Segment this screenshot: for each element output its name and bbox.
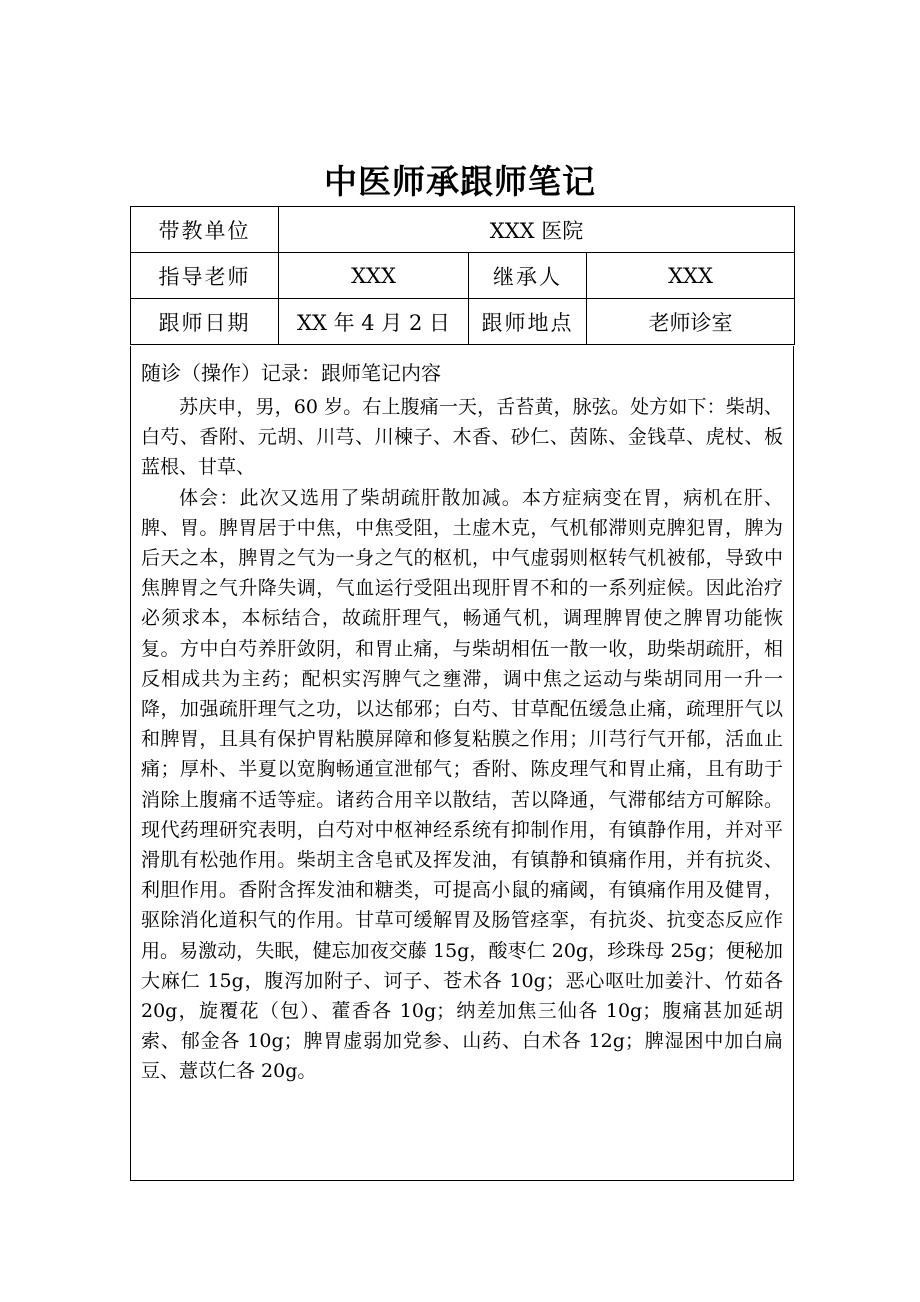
- record-paragraph-insight: 体会：此次又选用了柴胡疏肝散加减。本方症病变在胃，病机在肝、脾、胃。脾胃居于中焦，中焦受阻，土虚木克，气机郁滞则克脾犯胃，脾为后天之本，脾胃之气为一身之气的枢机，中气虚弱则枢转气机被郁，导致中焦脾胃之气升降失调，气血运行受阻出现肝胃不和的一系列症候。因此治疗必须求本，本标结合，故疏肝理气，畅通气机，调理脾胃使之脾胃功能恢复。方中白芍养肝敛阴，和胃止痛，与柴胡相伍一散一收，助柴胡疏肝，相反相成共为主药；配枳实泻脾气之壅滞，调中焦之运动与柴胡同用一升一降，加强疏肝理气之功，以达郁邪；白芍、甘草配伍缓急止痛，疏理肝气以和脾胃，且具有保护胃粘膜屏障和修复粘膜之作用；川芎行气开郁，活血止痛；厚朴、半夏以宽胸畅通宣泄郁气；香附、陈皮理气和胃止痛，且有助于消除上腹痛不适等症。诸药合用辛以散结，苦以降通，气滞郁结方可解除。现代药理研究表明，白芍对中枢神经系统有抑制作用，有镇静作用，并对平滑肌有松弛作用。柴胡主含皂甙及挥发油，有镇静和镇痛作用，并有抗炎、利胆作用。香附含挥发油和糖类，可提高小鼠的痛阈，有镇痛作用及健胃，驱除消化道积气的作用。甘草可缓解胃及肠管痉挛，有抗炎、抗变态反应作用。易激动，失眠，健忘加夜交藤 15g，酸枣仁 20g，珍珠母 25g；便秘加大麻仁 15g，腹泻加附子、诃子、苍术各 10g；恶心呕吐加姜汁、竹茹各 20g，旋覆花（包）、藿香各 10g；纳差加焦三仙各 10g；腹痛甚加延胡索、郁金各 10g；脾胃虚弱加党参、山药、白术各 12g；脾湿困中加白扁豆、薏苡仁各 20g。: [141, 486, 783, 1083]
- record-heading: 随诊（操作）记录：跟师笔记内容: [141, 361, 441, 385]
- date-label: 跟师日期: [131, 299, 279, 345]
- info-table: [130, 206, 795, 345]
- record-paragraph-case: 苏庆申，男，60 岁。右上腹痛一天，舌苔黄，脉弦。处方如下：柴胡、白芍、香附、元胡、川芎、川楝子、木香、砂仁、茵陈、金钱草、虎杖、板蓝根、甘草、: [141, 396, 783, 479]
- table-row: [131, 299, 795, 345]
- table-row: [131, 207, 795, 253]
- teacher-value: XXX: [279, 253, 469, 299]
- record-section: [130, 346, 794, 1181]
- heir-label: 继承人: [469, 253, 587, 299]
- page-title: 中医师承跟师笔记: [324, 162, 596, 201]
- heir-value: XXX: [587, 253, 795, 299]
- teacher-label: 指导老师: [131, 253, 279, 299]
- table-row: [131, 253, 795, 299]
- place-value: 老师诊室: [587, 299, 795, 345]
- record-content: [131, 346, 793, 1087]
- place-label: 跟师地点: [469, 299, 587, 345]
- unit-value: XXX 医院: [279, 207, 795, 253]
- date-value: XX 年 4 月 2 日: [279, 299, 469, 345]
- unit-label: 带教单位: [131, 207, 279, 253]
